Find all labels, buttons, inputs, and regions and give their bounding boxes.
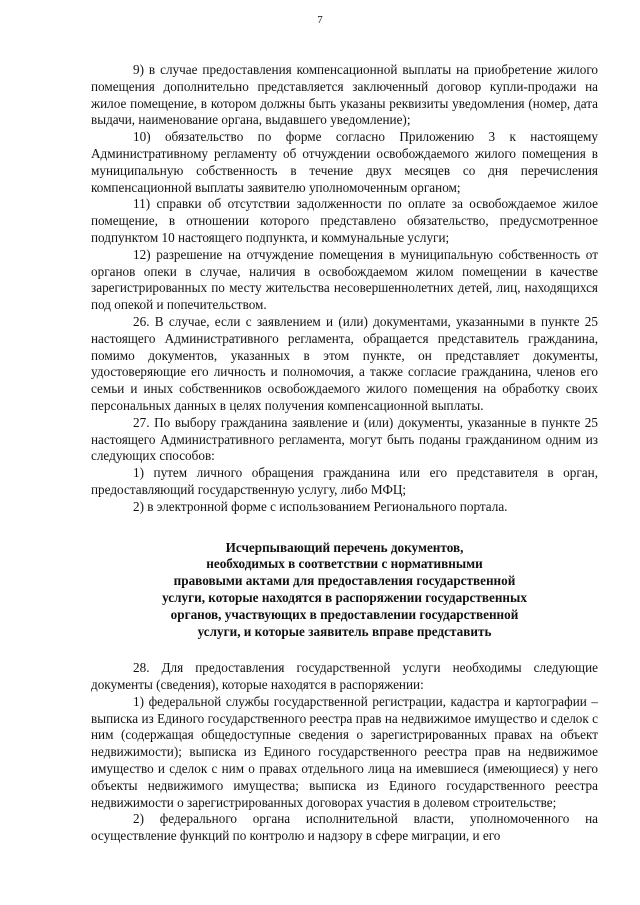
paragraph-clause-27: 27. По выбору гражданина заявление и (или) документы, указанные в пункте 25 настоящего Административного регламента, могут быть поданы гражданином одним из следующих способов: [91,414,598,464]
page-number: 7 [317,14,323,26]
heading-line: органов, участвующих в предоставлении государственной [170,606,519,622]
heading-line: услуги, и которые заявитель вправе представить [197,623,492,639]
heading-line: услуги, которые находятся в распоряжении государственных [162,589,527,605]
heading-line: правовыми актами для предоставления государственной [173,573,516,589]
paragraph-clause-28: 28. Для предоставления государственной услуги необходимы следующие документы (сведения), которые находятся в распоряжении: [91,660,598,693]
section-heading [91,540,598,641]
heading-line: Исчерпывающий перечень документов, [225,539,464,555]
paragraph-source-2: 2) федерального органа исполнительной власти, уполномоченного на осуществление функций по контролю и надзору в сфере миграции, и его [91,811,598,844]
paragraph-clause-26: 26. В случае, если с заявлением и (или) документами, указанными в пункте 25 настоящего Административного регламента, обращается представитель гражданина, помимо документов, указанных в этом пункте, он представляет документы, удостоверяющие его личность и полномочия, а также согласие гражданина, членов его семьи и иных собственников освобождаемого жилого помещения на обработку своих персональных данных в целях получения компенсационной выплаты. [91,313,598,413]
paragraph-method-2: 2) в электронной форме с использованием Регионального портала. [133,498,508,514]
paragraph-item-12: 12) разрешение на отчуждение помещения в муниципальную собственность от органов опеки в случае, наличия в освобождаемом жилом помещении в качестве зарегистрированных по месту жительства несовершеннолетних детей, лиц, находящихся под опекой и попечительством. [91,246,598,313]
paragraph-item-9: 9) в случае предоставления компенсационной выплаты на приобретение жилого помещения дополнительно представляется заключенный договор купли-продажи на жилое помещение, в котором должны быть указаны реквизиты уведомления (номер, дата выдачи, наименование органа, выдавшего уведомление); [91,62,598,128]
paragraph-item-10: 10) обязательство по форме согласно Приложению 3 к настоящему Административному регламенту об отчуждении освобождаемого жилого помещения в муниципальную собственность в течение двух месяцев со дня перечисления компенсационной выплаты заявителю уполномоченным органом; [91,129,598,195]
paragraph-method-1: 1) путем личного обращения гражданина или его представителя в орган, предоставляющий государственную услугу, либо МФЦ; [91,465,598,497]
paragraph-source-1: 1) федеральной службы государственной регистрации, кадастра и картографии – выписка из Единого государственного реестра прав на недвижимое имущество и сделок с ним (содержащая общедоступные сведения о зарегистрированных правах на объект недвижимости); выписка из Единого государственного реестра прав на недвижимое имущество и сделок с ним о правах отдельного лица на имевшиеся (имеющиеся) у него объекты недвижимого имущества; выписка из Единого государственного реестра недвижимости о зарегистрированных договорах участия в долевом строительстве; [91,693,598,810]
paragraph-item-11: 11) справки об отсутствии задолженности по оплате за освобождаемое жилое помещение, в отношении которого представлено обязательство, предусмотренное подпунктом 10 настоящего подпункта, и коммунальные услуги; [91,196,598,245]
heading-line: необходимых в соответствии с нормативными [206,556,483,572]
document-body [91,62,598,845]
